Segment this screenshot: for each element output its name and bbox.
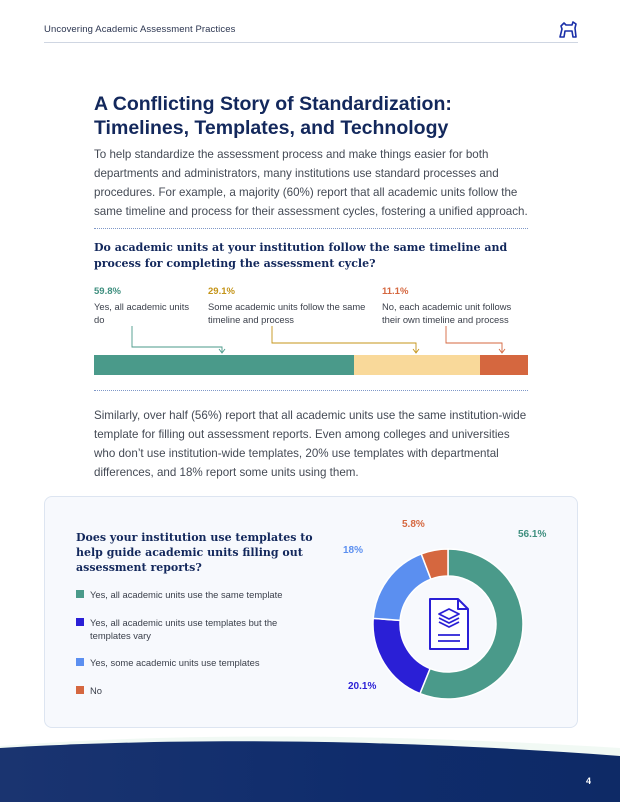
connector-2 [272,326,416,352]
connector-3 [446,326,502,352]
templates-paragraph: Similarly, over half (56%) report that all academic units use the same institution-wide template for filling out assessment reports. Even among colleges and universities who don’t use institution-wide templates, 20% use templates with departmental differences, and 18% report some units using them. [94,409,527,479]
page-number: 4 [586,776,592,786]
legend-swatch [76,590,84,598]
divider-bottom [94,390,528,391]
bar-pct-1: 59.8% [94,286,121,297]
legend-label: Yes, all academic units use the same template [90,589,283,600]
bar-label-2: Some academic units follow the same timeline and process [208,301,366,325]
bar-label-1: Yes, all academic units do [94,301,190,325]
legend-label: No [90,685,102,696]
legend-swatch [76,618,84,626]
lion-logo-icon [558,20,578,38]
connector-1 [132,326,222,352]
bar-pct-3: 11.1% [382,286,409,297]
bar-label-3: No, each academic unit follows their own timeline and process [382,301,512,325]
stacked-bar [94,355,528,375]
donut-label-1: 56.1% [518,529,547,540]
legend-label: Yes, all academic units use templates but the templates vary [90,617,278,641]
legend-label: Yes, some academic units use templates [90,657,260,668]
bar-segment-1 [94,355,354,375]
bar-pct-2: 29.1% [208,286,235,297]
bar-segment-2 [354,355,480,375]
donut-label-2: 20.1% [348,681,377,692]
bar-chart-question: Do academic units at your institution follow the same timeline and process for completing the assessment cycle? [94,241,508,270]
donut-label-3: 18% [343,545,364,556]
bar-segment-3 [480,355,528,375]
divider-top [94,228,528,229]
bottom-wave [0,730,620,802]
donut-question: Does your institution use templates to help guide academic units filling out assessment reports? [76,531,313,574]
document-stack-icon [427,597,471,651]
donut-slice-3 [373,554,431,620]
legend-swatch [76,658,84,666]
intro-paragraph: To help standardize the assessment process and make things easier for both departments and administrators, many institutions use standard processes and procedures. For example, a majority (60%) report that all academic units follow the same timeline and process for their assessment cycles, fostering a unified approach. [94,148,528,218]
donut-slice-2 [373,618,430,693]
legend-swatch [76,686,84,694]
donut-label-4: 5.8% [402,519,425,530]
header-rule [44,42,578,43]
page-title: A Conflicting Story of Standardization: Timelines, Templates, and Technology [94,93,452,139]
page-header-title: Uncovering Academic Assessment Practices [44,24,236,35]
